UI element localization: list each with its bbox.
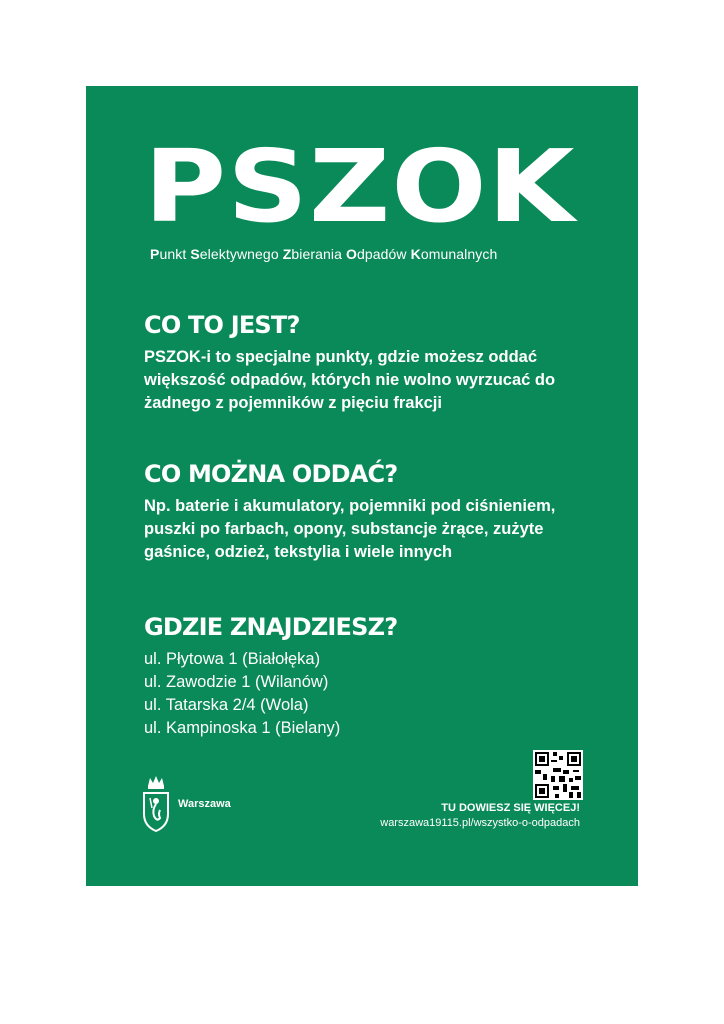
more-info-link[interactable]: warszawa19115.pl/wszystko-o-odpadach [380, 817, 580, 829]
poster [86, 86, 638, 886]
subtitle-initial: K [410, 246, 421, 262]
location-item: ul. Tatarska 2/4 (Wola) [144, 696, 309, 714]
subtitle-initial: Z [282, 246, 292, 262]
section-text: PSZOK-i to specjalne punkty, gdzie możesz oddać większość odpadów, których nie wolno wyrzucać do żadnego z pojemników z pięciu frakcji [144, 348, 556, 412]
subtitle-word: dpadów [357, 246, 407, 262]
city-name: Warszawa [178, 798, 231, 810]
subtitle-word: elektywnego [199, 246, 279, 262]
poster-subtitle [150, 246, 497, 262]
section-accepted [144, 459, 574, 564]
warsaw-mermaid-crest-icon [142, 774, 170, 832]
subtitle-initial: P [150, 246, 160, 262]
subtitle-word: omunalnych [420, 246, 498, 262]
section-heading: CO TO JEST? [144, 311, 300, 339]
poster-title: PSZOK [144, 128, 576, 245]
subtitle-word: unkt [159, 246, 187, 262]
location-item: ul. Płytowa 1 (Białołęka) [144, 650, 321, 668]
subtitle-initial: S [190, 246, 200, 262]
section-text: Np. baterie i akumulatory, pojemniki pod ciśnieniem, puszki po farbach, opony, substancje żrące, zużyte gaśnice, odzież, tekstylia i wiele innych [144, 497, 556, 561]
qr-code-icon[interactable] [533, 750, 583, 800]
section-where [144, 612, 574, 740]
location-list [144, 648, 574, 740]
section-heading: CO MOŻNA ODDAĆ? [144, 460, 398, 488]
subtitle-initial: O [346, 246, 357, 262]
location-item: ul. Kampinoska 1 (Bielany) [144, 719, 341, 737]
section-what [144, 310, 574, 415]
location-item: ul. Zawodzie 1 (Wilanów) [144, 673, 329, 691]
section-heading: GDZIE ZNAJDZIESZ? [144, 613, 398, 641]
more-info-title: TU DOWIESZ SIĘ WIĘCEJ! [441, 802, 580, 814]
subtitle-word: bierania [291, 246, 342, 262]
